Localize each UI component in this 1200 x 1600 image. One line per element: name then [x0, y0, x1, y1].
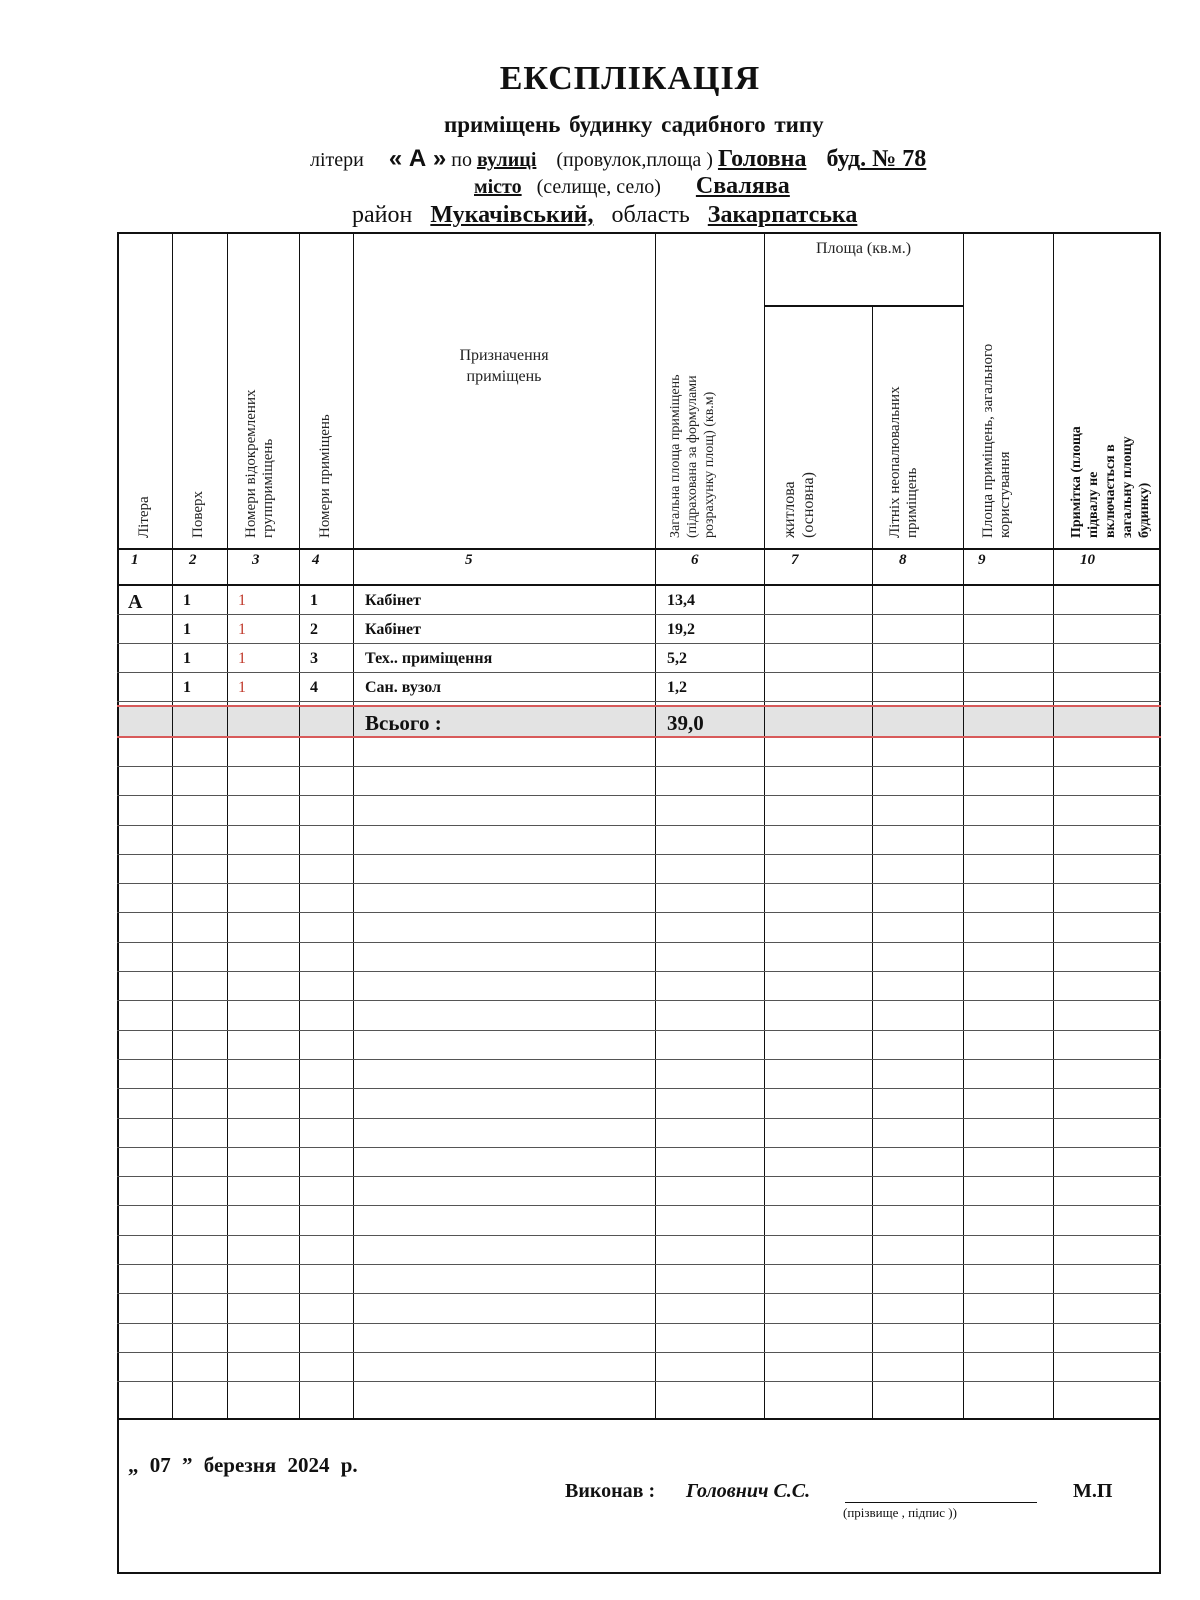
grid-vline — [872, 305, 873, 1418]
po-label: по — [451, 149, 472, 171]
grid-hline — [117, 971, 1161, 972]
row1-litera: А — [128, 591, 143, 613]
row3-group: 1 — [238, 650, 246, 667]
row2-room: 2 — [310, 621, 318, 638]
column-number: 7 — [791, 552, 799, 568]
raion-value: Мукачівський, — [430, 202, 594, 228]
header-living: житлова (основна) — [781, 472, 817, 538]
row1-area: 13,4 — [667, 592, 695, 609]
grid-hline — [117, 854, 1161, 855]
grid-hline — [117, 1030, 1161, 1031]
grid-hline — [117, 1088, 1161, 1089]
grid-hline — [117, 1176, 1161, 1177]
row1-purpose: Кабінет — [365, 592, 422, 609]
row3-purpose: Тех.. приміщення — [365, 650, 493, 667]
misto-label: місто — [474, 176, 522, 198]
grid-hline — [117, 1264, 1161, 1265]
header-purpose: Призначення приміщень — [459, 347, 549, 385]
row4-group: 1 — [238, 679, 246, 696]
row3-area: 5,2 — [667, 650, 687, 667]
row1-group: 1 — [238, 592, 246, 609]
raion-label: район — [352, 202, 413, 228]
litery-label: літери — [310, 149, 364, 171]
grid-hline — [117, 1000, 1161, 1001]
column-number: 9 — [978, 552, 986, 568]
row3-room: 3 — [310, 650, 318, 667]
grid-hline — [117, 1235, 1161, 1236]
grid-hline — [117, 1352, 1161, 1353]
address-line-street — [310, 145, 926, 173]
area-group-divider — [764, 305, 963, 307]
row1-room: 1 — [310, 592, 318, 609]
column-number: 6 — [691, 552, 699, 568]
executed-label: Виконав : — [565, 1480, 656, 1502]
grid-hline — [117, 1293, 1161, 1294]
header-area-group: Площа (кв.м.) — [815, 240, 912, 257]
header-summer: Літніх неопалювальних приміщень — [887, 386, 920, 538]
grid-hline — [117, 825, 1161, 826]
signature-hint: (прізвище , підпис )) — [843, 1505, 957, 1520]
colnum-bottom-line — [117, 584, 1161, 586]
litera-value: « А » — [388, 145, 447, 172]
grid-hline — [117, 1059, 1161, 1060]
street-value: Головна — [717, 146, 807, 172]
document-title: ЕКСПЛІКАЦІЯ — [499, 60, 761, 97]
header-common: Площа приміщень, загального користування — [980, 343, 1013, 538]
header-poverkh: Поверх — [190, 491, 206, 538]
grid-hline — [117, 912, 1161, 913]
row4-area: 1,2 — [667, 679, 687, 696]
row2-area: 19,2 — [667, 621, 695, 638]
column-number: 2 — [189, 552, 197, 568]
city-value: Свалява — [695, 173, 790, 199]
document-subtitle: приміщень будинку садибного типу — [444, 112, 824, 137]
total-label: Всього : — [365, 711, 442, 735]
header-litera: Літера — [136, 496, 152, 538]
oblast-value: Закарпатська — [707, 202, 858, 228]
header-total-area: Загальна площа приміщень (підрахована за формулами розрахунку площ) (кв.м) — [668, 374, 717, 538]
grid-hline — [117, 1381, 1161, 1382]
grid-hline — [117, 883, 1161, 884]
column-number: 4 — [312, 552, 320, 568]
executor-name: Головнич С.С. — [686, 1480, 811, 1502]
grid-hline — [117, 672, 1161, 673]
bud-label: буд — [826, 146, 861, 172]
grid-hline — [117, 1147, 1161, 1148]
row4-room: 4 — [310, 679, 318, 696]
grid-hline — [117, 701, 1161, 702]
grid-hline — [117, 1205, 1161, 1206]
document-date: „ 07 ” березня 2024 р. — [128, 1453, 358, 1477]
header-groups: Номери відокремлених групприміщень — [243, 389, 276, 538]
column-number: 10 — [1080, 552, 1095, 568]
grid-hline — [117, 766, 1161, 767]
grid-hline — [117, 795, 1161, 796]
column-number: 5 — [465, 552, 473, 568]
bud-number: . № 78 — [860, 146, 927, 172]
total-bottom-redline — [117, 736, 1161, 738]
column-number: 1 — [131, 552, 139, 568]
row2-floor: 1 — [183, 621, 191, 638]
total-area: 39,0 — [667, 711, 704, 735]
column-number: 8 — [899, 552, 907, 568]
stamp-label: М.П — [1073, 1480, 1113, 1502]
header-bottom-line — [117, 548, 1161, 550]
vulytsi-label: вулиці — [476, 149, 537, 171]
row1-floor: 1 — [183, 592, 191, 609]
grid-hline — [117, 942, 1161, 943]
grid-hline — [117, 614, 1161, 615]
provulok-hint: (провулок,площа ) — [556, 149, 713, 171]
row4-purpose: Сан. вузол — [365, 679, 441, 696]
total-top-redline — [117, 705, 1161, 707]
signature-line — [845, 1502, 1037, 1503]
header-note: Примітка (площа підвалу не включається в загальну площу будинку) — [1069, 426, 1152, 538]
row4-floor: 1 — [183, 679, 191, 696]
header-rooms: Номери приміщень — [317, 414, 333, 538]
grid-hline — [117, 643, 1161, 644]
address-line-region — [352, 202, 857, 229]
oblast-label: область — [611, 202, 690, 228]
row3-floor: 1 — [183, 650, 191, 667]
address-line-city — [474, 173, 790, 200]
table-bottom-line — [117, 1418, 1161, 1420]
row2-group: 1 — [238, 621, 246, 638]
selyshche-hint: (селище, село) — [536, 176, 661, 198]
row2-purpose: Кабінет — [365, 621, 422, 638]
grid-hline — [117, 1118, 1161, 1119]
grid-hline — [117, 1323, 1161, 1324]
column-number: 3 — [252, 552, 260, 568]
